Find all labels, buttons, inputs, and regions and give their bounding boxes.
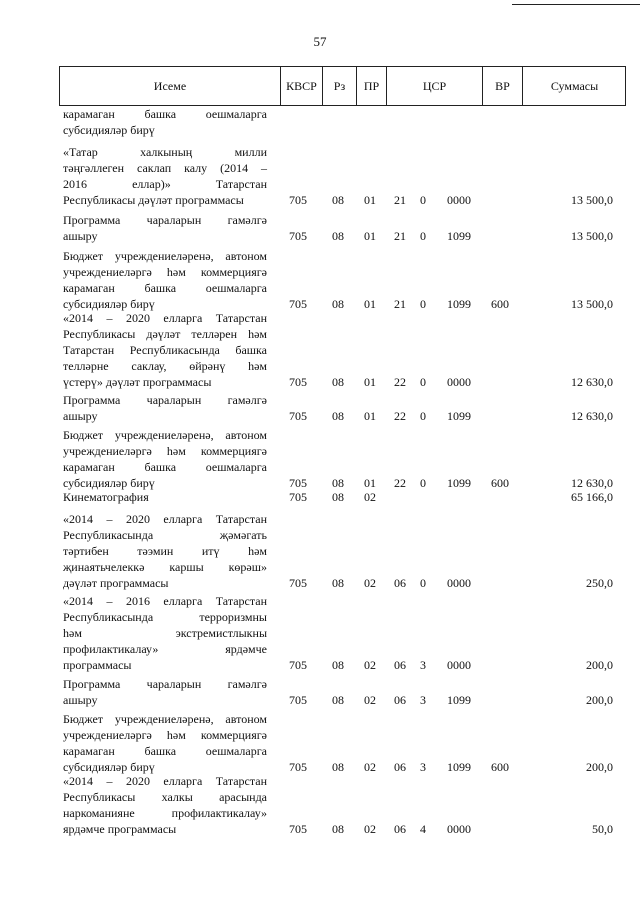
row-pr: 01 [364,297,376,311]
row-name-line: субсидияләр бирү [63,297,155,311]
row-rz: 08 [332,193,344,207]
row-csr-subprogram: 0 [420,229,426,243]
row-name-line: «2014 – 2016 елларга Татарстан [63,594,267,608]
row-pr: 02 [364,822,376,836]
row-kvsr: 705 [289,229,307,243]
row-csr-code: 0000 [447,658,471,672]
row-name-line: «2014 – 2020 елларга Татарстан [63,512,267,526]
row-rz: 08 [332,375,344,389]
header-vr: ВР [482,67,522,105]
row-pr: 02 [364,576,376,590]
row-kvsr: 705 [289,693,307,707]
row-name-line: ашыру [63,229,98,243]
row-csr-program: 06 [394,658,406,672]
row-sum: 200,0 [586,658,613,672]
row-rz: 08 [332,409,344,423]
row-rz: 08 [332,693,344,707]
row-name-line: субсидияләр бирү [63,476,155,490]
row-csr-program: 06 [394,693,406,707]
row-kvsr: 705 [289,822,307,836]
row-name-line: «2014 – 2020 елларга Татарстан [63,774,267,788]
row-name [63,773,267,837]
row-csr-subprogram: 3 [420,658,426,672]
row-kvsr: 705 [289,658,307,672]
row-name-line: Татарстан Республикасында башка [63,343,267,357]
row-name-line: «Татар халкының милли [63,145,267,159]
row-name-line: Бюджет учреждениеләренә, автоном [63,712,267,726]
header-sum: Суммасы [522,67,626,105]
row-name-line: Республикасы дәүләт программасы [63,193,244,207]
row-name [63,593,267,673]
row-vr: 600 [491,476,509,490]
row-sum: 12 630,0 [571,476,613,490]
row-name-line: телләрне саклау, өйрәнү һәм [63,359,267,373]
row-csr-subprogram: 0 [420,375,426,389]
row-rz: 08 [332,229,344,243]
row-pr: 01 [364,476,376,490]
row-name [63,676,267,708]
row-sum: 13 500,0 [571,229,613,243]
row-sum: 13 500,0 [571,193,613,207]
row-csr-code: 0000 [447,576,471,590]
header-kvsr: КВСР [280,67,322,105]
row-name-line: «2014 – 2020 елларга Татарстан [63,311,267,325]
row-name [63,106,267,138]
row-sum: 12 630,0 [571,375,613,389]
row-name-line: карамаган башка оешмаларга [63,281,267,295]
row-sum: 65 166,0 [571,490,613,504]
row-sum: 50,0 [592,822,613,836]
row-pr: 01 [364,193,376,207]
row-csr-subprogram: 0 [420,476,426,490]
page-number: 57 [313,34,327,49]
header-rz: Рз [322,67,356,105]
row-kvsr: 705 [289,375,307,389]
row-name-line: Республикасы халкы арасында [63,790,267,804]
row-vr: 600 [491,297,509,311]
row-pr: 02 [364,760,376,774]
row-csr-subprogram: 0 [420,297,426,311]
row-csr-program [391,489,409,505]
row-csr-program: 06 [394,760,406,774]
row-vr [482,228,518,244]
row-pr: 02 [364,490,376,504]
row-name-line: ярдәмче программасы [63,822,177,836]
row-name-line: Кинематография [63,490,149,504]
row-vr [482,489,518,505]
row-pr: 01 [364,409,376,423]
row-name-line: Программа чараларын гамәлгә [63,393,267,407]
row-csr-program: 22 [394,476,406,490]
header-pr: ПР [356,67,386,105]
row-kvsr: 705 [289,576,307,590]
row-vr: 600 [491,760,509,774]
row-csr-code: 1099 [447,476,471,490]
row-name [63,711,267,775]
row-csr-program: 06 [394,576,406,590]
row-rz: 08 [332,297,344,311]
row-csr-program: 21 [394,297,406,311]
row-name-line: тәртибен тәэмин итү һәм [63,544,267,558]
row-name-line: Республикасында җәмәгать [63,528,267,542]
row-vr [482,657,518,673]
row-name-line: учреждениеләргә һәм коммерциягә [63,444,267,458]
row-name-line: карамаган башка оешмаларга [63,460,267,474]
row-csr-program: 21 [394,193,406,207]
row-csr-code: 0000 [447,375,471,389]
row-name-line: Республикасы дәүләт телләрен һәм [63,327,267,341]
row-csr-subprogram: 4 [420,822,426,836]
row-vr [482,575,518,591]
row-name-line: Бюджет учреждениеләренә, автоном [63,249,267,263]
row-rz: 08 [332,576,344,590]
row-sum: 250,0 [586,576,613,590]
row-name-line: үстерү» дәүләт программасы [63,375,212,389]
row-pr: 02 [364,693,376,707]
row-name-line: субсидияләр бирү [63,123,155,137]
row-csr-subprogram: 0 [420,409,426,423]
row-csr-code: 0000 [447,193,471,207]
table-header [59,66,626,106]
row-kvsr: 705 [289,409,307,423]
row-csr-program: 06 [394,822,406,836]
row-name-line: учреждениеләргә һәм коммерциягә [63,728,267,742]
top-rule [512,4,640,5]
row-rz: 08 [332,822,344,836]
row-name-line: тәңгәллеген саклап калу (2014 – [63,161,267,175]
row-name-line: учреждениеләргә һәм коммерциягә [63,265,267,279]
row-csr-subprogram [415,489,431,505]
row-name-line: ашыру [63,693,98,707]
row-pr: 01 [364,229,376,243]
row-csr-code: 1099 [447,229,471,243]
row-name-line: җинаятьчелеккә каршы көрәш» [63,560,267,574]
row-name-line: карамаган башка оешмаларга [63,107,267,121]
row-kvsr: 705 [289,760,307,774]
row-csr-code: 1099 [447,409,471,423]
row-name [63,392,267,424]
row-csr-code: 0000 [447,822,471,836]
row-rz: 08 [332,490,344,504]
row-csr-code: 1099 [447,693,471,707]
row-name-line: наркоманияне профилактикалау» [63,806,267,820]
row-kvsr: 705 [289,490,307,504]
row-vr [482,408,518,424]
row-kvsr: 705 [289,297,307,311]
row-csr-program: 22 [394,375,406,389]
header-csr: ЦСР [386,67,482,105]
row-name [63,427,267,491]
header-name: Исеме [153,79,187,93]
row-name-line: программасы [63,658,132,672]
row-csr-subprogram: 3 [420,693,426,707]
row-csr-code: 1099 [447,760,471,774]
row-csr-code: 1099 [447,297,471,311]
row-name-line: дәүләт программасы [63,576,169,590]
row-name-line: Программа чараларын гамәлгә [63,213,267,227]
row-name [63,489,267,505]
row-csr-subprogram: 3 [420,760,426,774]
row-kvsr: 705 [289,193,307,207]
row-name [63,144,267,208]
row-vr [482,192,518,208]
row-rz: 08 [332,476,344,490]
row-name [63,310,267,390]
row-vr [482,821,518,837]
row-csr-program: 22 [394,409,406,423]
row-name-line: Программа чараларын гамәлгә [63,677,267,691]
row-name [63,212,267,244]
row-csr-code [437,489,481,505]
row-name [63,248,267,312]
row-name-line: Бюджет учреждениеләренә, автоном [63,428,267,442]
row-pr: 01 [364,375,376,389]
row-csr-program: 21 [394,229,406,243]
row-sum: 200,0 [586,693,613,707]
row-name [63,511,267,591]
row-name-line: карамаган башка оешмаларга [63,744,267,758]
row-name-line: профилактикалау» ярдәмче [63,642,267,656]
row-vr [482,374,518,390]
row-name-line: һәм экстремистлыкны [63,626,267,640]
row-name-line: ашыру [63,409,98,423]
row-sum: 13 500,0 [571,297,613,311]
row-vr [482,692,518,708]
row-name-line: 2016 еллар)» Татарстан [63,177,267,191]
row-name-line: Республикасында терроризмны [63,610,267,624]
row-name-line: субсидияләр бирү [63,760,155,774]
row-rz: 08 [332,658,344,672]
row-csr-subprogram: 0 [420,576,426,590]
row-rz: 08 [332,760,344,774]
row-sum: 200,0 [586,760,613,774]
row-csr-subprogram: 0 [420,193,426,207]
row-kvsr: 705 [289,476,307,490]
row-sum: 12 630,0 [571,409,613,423]
row-pr: 02 [364,658,376,672]
